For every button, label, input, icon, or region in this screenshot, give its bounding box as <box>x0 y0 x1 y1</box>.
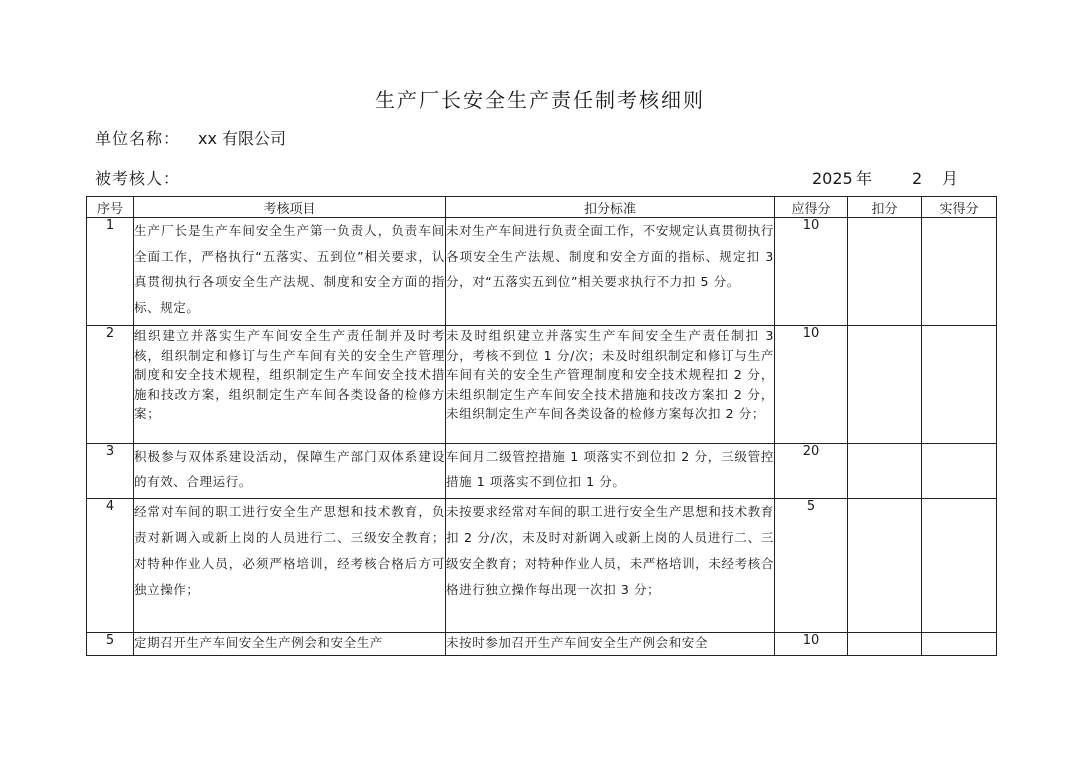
assessment-item-cell <box>134 326 446 444</box>
full-score-cell: 10 <box>775 326 848 444</box>
deduction-cell[interactable] <box>848 326 922 444</box>
header-deduction: 扣分 <box>848 197 922 218</box>
header-full-score: 应得分 <box>775 197 848 218</box>
table-row <box>87 444 997 499</box>
date-month: 2 <box>912 169 923 188</box>
unit-name-value: xx 有限公司 <box>198 129 287 148</box>
deduction-criteria-cell <box>446 444 775 499</box>
header-serial-number: 序号 <box>87 197 134 218</box>
unit-name-line <box>95 126 286 149</box>
full-score-cell: 5 <box>775 499 848 633</box>
actual-score-cell[interactable] <box>922 633 997 656</box>
assessment-item-text: 组织建立并落实生产车间安全生产责任制并及时考核，组织制定和修订与生产车间有关的安全生产管理制度和安全技术规程，组织制定生产车间安全技术措施和技改方案，组织制定生产车间各类设备的检修方案； <box>134 328 445 422</box>
unit-name-label: 单位名称： <box>95 129 181 148</box>
header-deduction-criteria: 扣分标准 <box>446 197 775 218</box>
deduction-criteria-text: 未按要求经常对车间的职工进行安全生产思想和技术教育扣 2 分/次，未及时对新调入或新上岗的人员进行二、三级安全教育；对特种作业人员，未严格培训，未经考核合格进行独立操作每出现一次扣 3 分； <box>446 504 774 597</box>
deduction-criteria-text: 未对生产车间进行负责全面工作，不安规定认真贯彻执行各项安全生产法规、制度和安全方面的指标、规定扣 3 分，对“五落实五到位”相关要求执行不力扣 5 分。 <box>446 223 774 289</box>
actual-score-cell[interactable] <box>922 499 997 633</box>
table-header-row <box>87 197 997 218</box>
assessment-date <box>812 166 958 189</box>
deduction-criteria-text: 未按时参加召开生产车间安全生产例会和安全 <box>446 635 709 650</box>
table-row <box>87 218 997 326</box>
header-assessment-item: 考核项目 <box>134 197 446 218</box>
assessee-label: 被考核人： <box>95 169 181 188</box>
date-year: 2025 <box>812 169 853 188</box>
assessment-item-cell <box>134 444 446 499</box>
actual-score-cell[interactable] <box>922 444 997 499</box>
deduction-cell[interactable] <box>848 499 922 633</box>
deduction-cell[interactable] <box>848 218 922 326</box>
assessment-item-cell <box>134 499 446 633</box>
deduction-cell[interactable] <box>848 633 922 656</box>
assessment-item-text: 积极参与双体系建设活动，保障生产部门双体系建设的有效、合理运行。 <box>134 449 445 489</box>
deduction-cell[interactable] <box>848 444 922 499</box>
deduction-criteria-cell <box>446 326 775 444</box>
full-score-cell: 10 <box>775 218 848 326</box>
date-year-unit: 年 <box>856 169 873 188</box>
deduction-criteria-cell <box>446 218 775 326</box>
assessment-table <box>86 196 997 656</box>
deduction-criteria-text: 未及时组织建立并落实生产车间安全生产责任制扣 3 分，考核不到位 1 分/次；未及时组织制定和修订与生产车间有关的安全生产管理制度和安全技术规程扣 2 分，未组织制定生产车间安全技术措施和技改方案扣 2 分，未组织制定生产车间各类设备的检修方案每次扣 2 分； <box>446 328 774 422</box>
assessment-item-text: 经常对车间的职工进行安全生产思想和技术教育，负责对新调入或新上岗的人员进行二、三级安全教育；对特种作业人员，必须严格培训，经考核合格后方可独立操作； <box>134 504 445 597</box>
table-row <box>87 633 997 656</box>
row-number: 4 <box>87 499 134 633</box>
deduction-criteria-cell <box>446 633 775 656</box>
deduction-criteria-text: 车间月二级管控措施 1 项落实不到位扣 2 分，三级管控措施 1 项落实不到位扣 1 分。 <box>446 449 774 489</box>
header-actual-score: 实得分 <box>922 197 997 218</box>
full-score-cell: 10 <box>775 633 848 656</box>
assessment-item-text: 定期召开生产车间安全生产例会和安全生产 <box>134 635 383 650</box>
full-score-cell: 20 <box>775 444 848 499</box>
actual-score-cell[interactable] <box>922 218 997 326</box>
actual-score-cell[interactable] <box>922 326 997 444</box>
table-row <box>87 499 997 633</box>
assessment-item-cell <box>134 633 446 656</box>
date-month-unit: 月 <box>942 169 959 188</box>
document-title: 生产厂长安全生产责任制考核细则 <box>375 88 705 112</box>
deduction-criteria-cell <box>446 499 775 633</box>
row-number: 3 <box>87 444 134 499</box>
row-number: 2 <box>87 326 134 444</box>
assessment-item-cell <box>134 218 446 326</box>
table-row <box>87 326 997 444</box>
row-number: 5 <box>87 633 134 656</box>
assessment-item-text: 生产厂长是生产车间安全生产第一负责人，负责车间全面工作，严格执行“五落实、五到位”相关要求，认真贯彻执行各项安全生产法规、制度和安全方面的指标、规定。 <box>134 223 445 315</box>
row-number: 1 <box>87 218 134 326</box>
